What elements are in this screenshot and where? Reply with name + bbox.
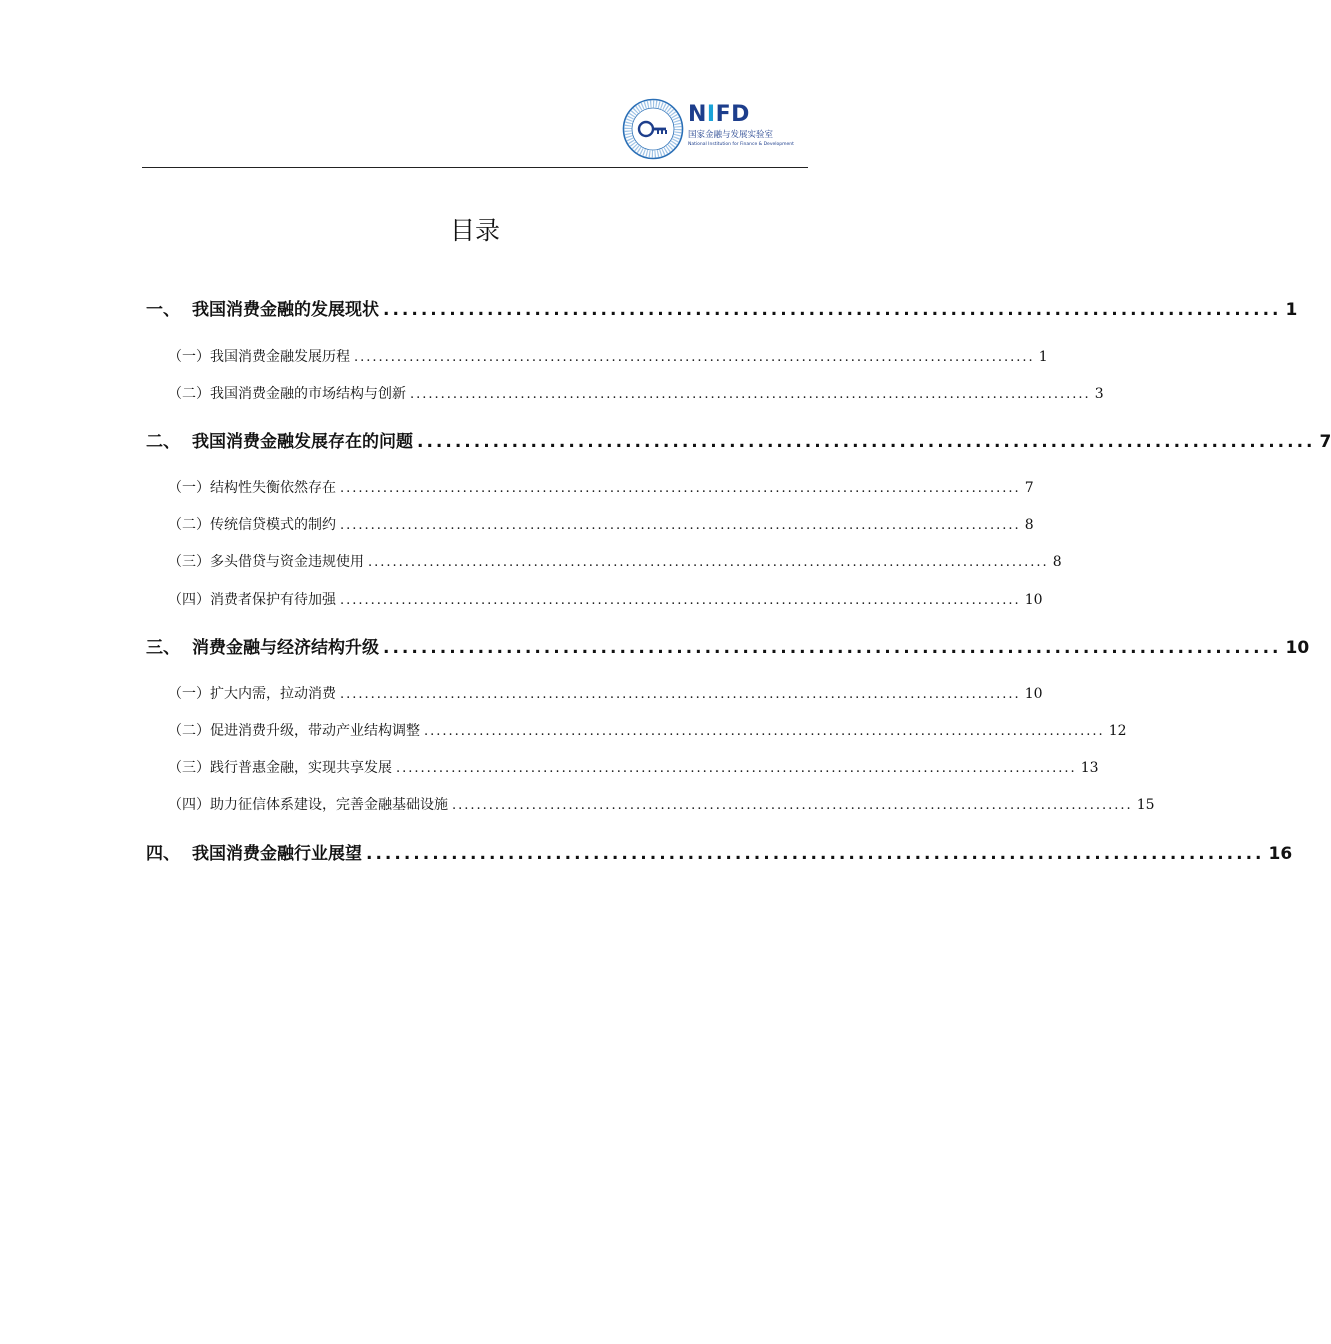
- toc-section-title: 我国消费金融行业展望: [192, 844, 362, 864]
- institution-seal-icon: [622, 98, 684, 160]
- toc-page-number: 10: [1024, 686, 1043, 702]
- toc-page-number: 1: [1038, 349, 1048, 365]
- toc-section-label: [146, 636, 379, 660]
- toc-subsection-title: （三）践行普惠金融，实现共享发展: [168, 760, 392, 776]
- toc-section-2[interactable]: [146, 430, 1331, 454]
- toc-page-number: 7: [1024, 480, 1034, 496]
- toc-page-number: 15: [1136, 797, 1155, 813]
- toc-subsection-title: （一）我国消费金融发展历程: [168, 349, 350, 365]
- toc-section-label: [146, 430, 413, 454]
- toc-page-number: 12: [1108, 723, 1127, 739]
- toc-section-number: 一、: [146, 300, 180, 320]
- dot-leader: ...............................................................................................: [366, 844, 1265, 864]
- toc-page-number: 1: [1285, 300, 1298, 320]
- page-header: [622, 98, 812, 162]
- toc-section-title: 我国消费金融发展存在的问题: [192, 432, 413, 452]
- toc-section-number: 二、: [146, 432, 180, 452]
- toc-section-4[interactable]: [146, 842, 1293, 866]
- toc-section-3[interactable]: [146, 636, 1310, 660]
- toc-section-title: 我国消费金融的发展现状: [192, 300, 379, 320]
- toc-subsection-title: （四）消费者保护有待加强: [168, 592, 336, 608]
- toc-subsection-title: （一）结构性失衡依然存在: [168, 480, 336, 496]
- toc-section-label: [146, 842, 362, 866]
- toc-subsection-2-2[interactable]: [168, 515, 1034, 536]
- toc-page-number: 10: [1285, 638, 1310, 658]
- dot-leader: ...............................................................................................: [383, 638, 1282, 658]
- dot-leader: ...............................................................................................................: [396, 761, 1077, 776]
- dot-leader: ...............................................................................................................: [340, 593, 1021, 608]
- dot-leader: ...............................................................................................................: [410, 387, 1091, 402]
- dot-leader: ...............................................................................................................: [424, 724, 1105, 739]
- toc-subsection-title: （一）扩大内需，拉动消费: [168, 686, 336, 702]
- dot-leader: ...............................................................................................: [417, 432, 1316, 452]
- toc-subsection-title: （二）促进消费升级，带动产业结构调整: [168, 723, 420, 739]
- toc-page-number: 8: [1024, 517, 1034, 533]
- toc-subsection-2-1[interactable]: [168, 478, 1034, 499]
- brand-chinese-name: 国家金融与发展实验室: [688, 130, 774, 140]
- brand-english-name: National Institution for Finance & Development: [688, 142, 794, 147]
- toc-page-number: 8: [1052, 554, 1062, 570]
- toc-subsection-title: （二）传统信贷模式的制约: [168, 517, 336, 533]
- toc-page-number: 13: [1080, 760, 1099, 776]
- toc-page-number: 10: [1024, 592, 1043, 608]
- toc-subsection-3-4[interactable]: [168, 795, 1155, 816]
- toc-section-label: [146, 298, 379, 322]
- toc-subsection-2-3[interactable]: [168, 552, 1062, 573]
- toc-subsection-title: （二）我国消费金融的市场结构与创新: [168, 386, 406, 402]
- toc-subsection-title: （四）助力征信体系建设，完善金融基础设施: [168, 797, 448, 813]
- toc-title: 目录: [449, 216, 500, 245]
- toc-section-1[interactable]: [146, 298, 1298, 322]
- dot-leader: ...............................................................................................................: [340, 518, 1021, 533]
- toc-subsection-3-1[interactable]: [168, 684, 1043, 705]
- brand-block: [688, 104, 812, 148]
- toc-subsection-1-1[interactable]: [168, 347, 1048, 368]
- toc-subsection-3-2[interactable]: [168, 721, 1127, 742]
- toc-section-number: 三、: [146, 638, 180, 658]
- toc-page-number: 16: [1268, 844, 1293, 864]
- toc-subsection-title: （三）多头借贷与资金违规使用: [168, 554, 364, 570]
- dot-leader: ...............................................................................................................: [452, 798, 1133, 813]
- toc-subsection-3-3[interactable]: [168, 758, 1099, 779]
- toc-section-title: 消费金融与经济结构升级: [192, 638, 379, 658]
- brand-logo-text: [688, 104, 812, 126]
- dot-leader: ...............................................................................................................: [354, 350, 1035, 365]
- toc-section-number: 四、: [146, 844, 180, 864]
- toc-page-number: 3: [1094, 386, 1104, 402]
- dot-leader: ...............................................................................................: [383, 300, 1282, 320]
- dot-leader: ...............................................................................................................: [340, 687, 1021, 702]
- toc-subsection-1-2[interactable]: [168, 384, 1104, 405]
- dot-leader: ...............................................................................................................: [368, 555, 1049, 570]
- toc-page-number: 7: [1319, 432, 1331, 452]
- toc-subsection-2-4[interactable]: [168, 590, 1043, 611]
- header-divider: [142, 167, 808, 168]
- brand-short: NIFD: [688, 102, 750, 127]
- dot-leader: ...............................................................................................................: [340, 481, 1021, 496]
